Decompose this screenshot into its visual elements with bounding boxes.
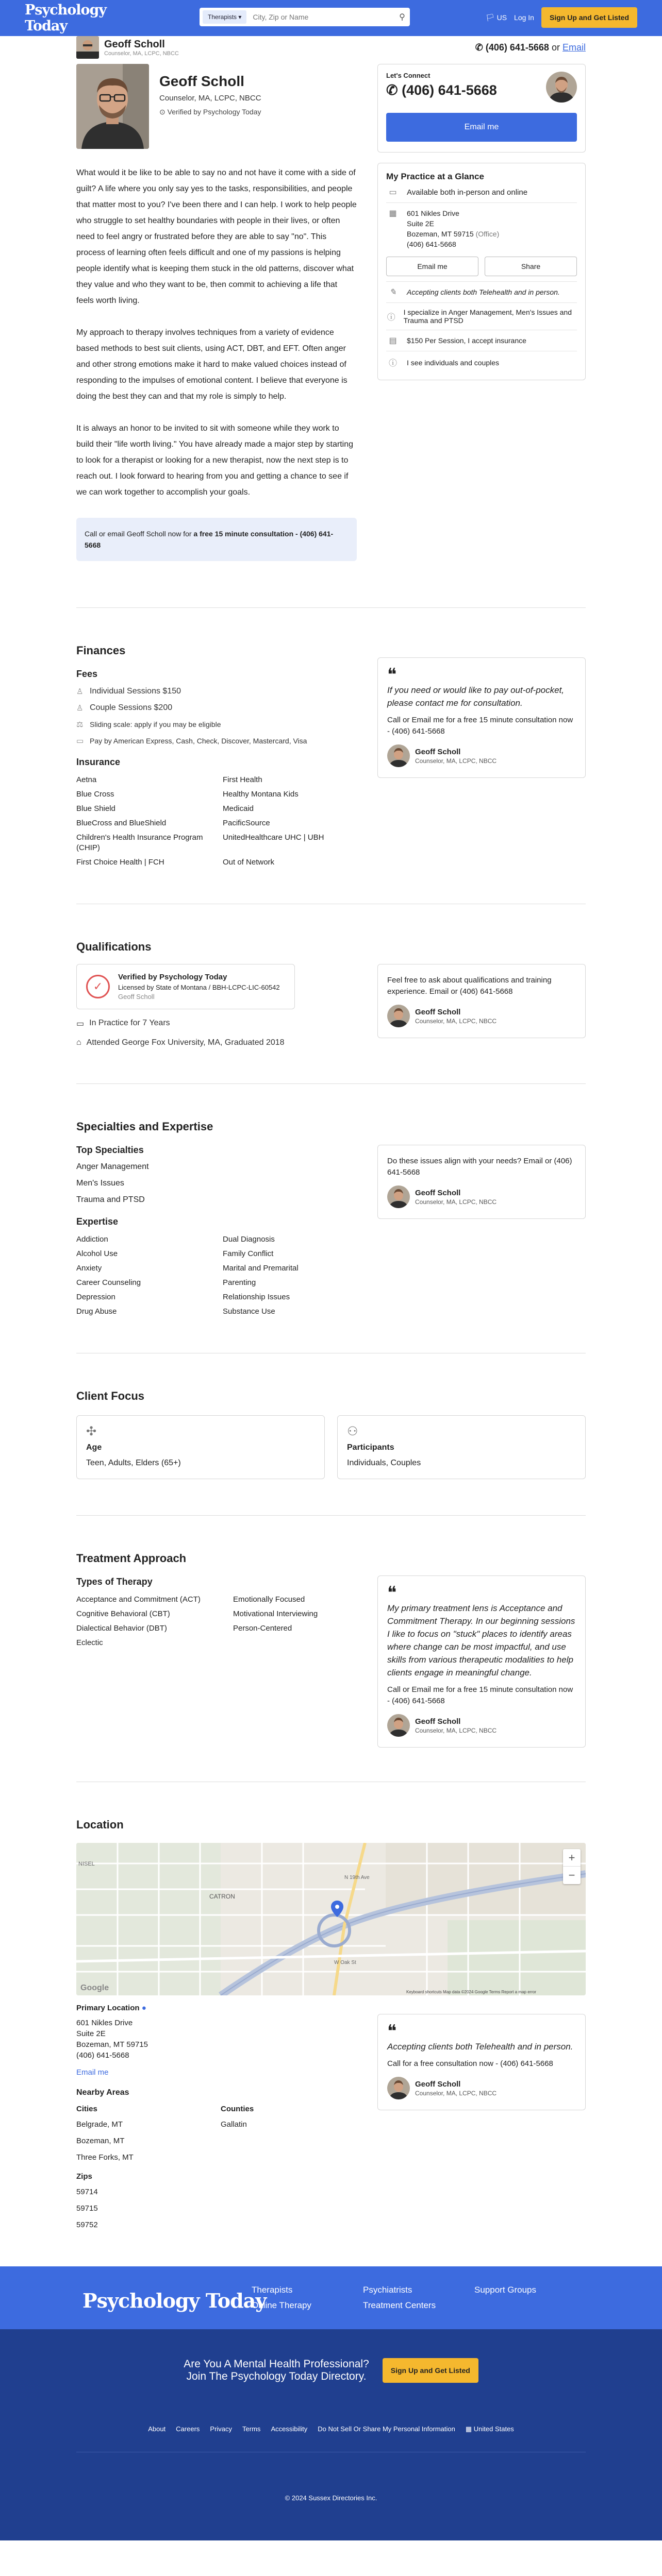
fee-item (76, 703, 357, 713)
counties-column (221, 2097, 254, 2163)
list-item: Blue Shield (76, 804, 115, 813)
footer-link[interactable]: Online Therapy (252, 2300, 311, 2310)
availability-text: Available both in-person and online (407, 188, 528, 197)
signature-name: Geoff Scholl (415, 1007, 461, 1016)
signature-name: Geoff Scholl (415, 1188, 461, 1197)
verification-title: Verified by Psychology Today (118, 973, 227, 981)
signature-credentials: Counselor, MA, LCPC, NBCC (415, 1198, 497, 1206)
profile-name: Geoff Scholl (159, 73, 244, 89)
qualifications-section (76, 904, 586, 1047)
cities-title: Cities (76, 2105, 97, 2113)
professional-line: Are You A Mental Health Professional? (184, 2358, 369, 2370)
location-grid (76, 2004, 586, 2230)
bio-paragraph: It is always an honor to be invited to sit with someone while they work to build their "life worth living." You have already made a major step by starting to look for a therapist or looking for a new therapist, now the next step is to reach out. I look forward to hearing from you and getting a chance to see if we can work together to accomplish your goals. (76, 424, 353, 497)
list-item: Motivational Interviewing (233, 1609, 318, 1618)
profile-credentials: Counselor, MA, LCPC, NBCC (159, 94, 261, 103)
footer-top (0, 2266, 662, 2329)
sticky-profile-header (0, 36, 662, 59)
sticky-phone[interactable]: (406) 641-5668 (485, 42, 549, 53)
profile-sidebar (377, 64, 586, 561)
person-icon: ♙ (76, 687, 84, 696)
expertise-title: Expertise (76, 1216, 119, 1227)
location-section (76, 1782, 586, 2230)
profile-container (76, 64, 586, 2230)
consultation-callout (76, 518, 357, 561)
finances-left (76, 657, 357, 868)
quote-card (377, 1575, 586, 1748)
specialties-left (76, 1133, 357, 1317)
list-item: Emotionally Focused (233, 1595, 305, 1604)
avatar (76, 36, 99, 59)
footer-link[interactable]: Therapists (252, 2285, 293, 2295)
sees-row[interactable] (386, 351, 577, 374)
search-type-label: Therapists (208, 13, 237, 21)
quote-signature (387, 1185, 576, 1208)
zips-title: Zips (76, 2172, 92, 2181)
list-item: Family Conflict (223, 1249, 274, 1258)
quote-call: Call for a free consultation now - (406) 641-5668 (387, 2059, 553, 2068)
scale-icon: ⚖ (76, 720, 84, 729)
footer-link[interactable]: Treatment Centers (363, 2300, 436, 2310)
list-item: Eclectic (76, 1638, 103, 1647)
specialize-row[interactable] (386, 303, 577, 330)
contact-phone-number: (406) 641-5668 (402, 82, 497, 98)
treatment-right (377, 1565, 586, 1748)
signup-button[interactable]: Sign Up and Get Listed (541, 7, 637, 28)
footer-bottom (0, 2329, 662, 2540)
contact-card (377, 64, 586, 152)
qualifications-right (377, 954, 586, 1047)
list-item: Relationship Issues (223, 1293, 290, 1301)
bio-paragraph: My approach to therapy involves techniques from a variety of evidence based methods to best suit clients, using ACT, DBT, and EFT. Often anger and other strong emotions make it hard to make valued choices instead of responding to the impulses of emotional content. I believe that everyone is doing the best they can and that my role is simply to help. (76, 328, 347, 401)
section-title: Finances (76, 644, 126, 657)
quote-card (377, 1145, 586, 1219)
participants-card (337, 1415, 586, 1479)
contact-label: Let's Connect (386, 72, 431, 79)
list-item[interactable]: 59714 (76, 2188, 98, 2196)
info-icon: ⓘ (387, 313, 395, 322)
quote-text: If you need or would like to pay out-of-pocket, please contact me for consultation. (387, 685, 565, 708)
list-item: Anger Management (76, 1162, 149, 1171)
qualification-text: Attended George Fox University, MA, Graduated 2018 (86, 1038, 285, 1047)
quote-call: Call or Email me for a free 15 minute consultation now - (406) 641-5668 (387, 1685, 573, 1705)
login-link[interactable]: Log In (514, 13, 534, 22)
list-item: Person-Centered (233, 1624, 292, 1633)
fees-title: Fees (76, 669, 98, 679)
address-line: Bozeman, MT 59715 (407, 230, 474, 238)
primary-location-label: Primary Location (76, 2004, 140, 2012)
money-icon: ▤ (389, 336, 397, 345)
client-focus-cards (76, 1415, 586, 1479)
qualification-item (76, 1019, 357, 1029)
list-item: Cognitive Behavioral (CBT) (76, 1609, 170, 1618)
profile-photo (76, 64, 149, 149)
list-item: Healthy Montana Kids (223, 790, 299, 799)
footer-signup-button[interactable]: Sign Up and Get Listed (383, 2358, 478, 2383)
list-item[interactable]: 59752 (76, 2221, 98, 2229)
avatar (387, 1714, 410, 1737)
quote-icon: ❝ (387, 2021, 397, 2042)
profile-main (76, 64, 357, 561)
search-type-select[interactable] (203, 10, 246, 24)
country-selector[interactable] (486, 13, 507, 22)
finances-grid (76, 657, 586, 868)
age-icon: ✣ (86, 1425, 97, 1438)
profile-bio (76, 165, 357, 500)
list-item: Substance Use (223, 1307, 275, 1316)
callout-text: Geoff Scholl now for (126, 530, 192, 538)
qualifications-grid (76, 954, 586, 1047)
sticky-or: or (551, 42, 560, 53)
footer-link[interactable]: Accessibility (271, 2425, 308, 2433)
graduation-cap-icon: ⌂ (76, 1038, 81, 1047)
list-item[interactable]: Gallatin (221, 2120, 247, 2129)
license-name: Geoff Scholl (118, 993, 155, 1001)
accepting-text: Accepting clients both Telehealth and in person. (407, 288, 560, 296)
footer-logo[interactable]: Psychology Today (82, 2289, 267, 2312)
specialize-text: I specialize in Anger Management, Men's Issues and Trauma and PTSD (403, 308, 572, 325)
map-zoom-controls (563, 1849, 581, 1884)
qualification-text: In Practice for 7 Years (89, 1019, 170, 1027)
list-item: UnitedHealthcare UHC | UBH (223, 833, 324, 842)
practice-glance-card (377, 163, 586, 380)
section-title: Location (76, 1818, 124, 1831)
sticky-name: Geoff Scholl (104, 38, 165, 50)
building-icon: ▦ (389, 209, 397, 218)
address-phone[interactable]: (406) 641-5668 (76, 2051, 129, 2060)
qualification-item (76, 1038, 357, 1047)
list-item: Dialectical Behavior (DBT) (76, 1624, 167, 1633)
verified-label: Verified by Psychology Today (167, 108, 261, 116)
treatment-grid (76, 1565, 586, 1748)
video-icon: ▭ (389, 188, 397, 197)
card-icon: ▭ (76, 737, 84, 745)
callout-phone: a free 15 minute consultation - (406) 641-5668 (85, 530, 334, 549)
signature-credentials: Counselor, MA, LCPC, NBCC (415, 2089, 497, 2097)
finances-section (76, 608, 586, 868)
address-line: Suite 2E (76, 2029, 106, 2038)
address-lines (407, 208, 499, 249)
practice-title: My Practice at a Glance (386, 172, 484, 181)
footer-link[interactable]: Privacy (210, 2425, 233, 2433)
participants-value: Individuals, Couples (347, 1459, 421, 1467)
map-canvas (76, 1843, 586, 1995)
check-circle-icon: ⊙ (159, 108, 166, 116)
callout-text: Call or (85, 530, 106, 538)
site-logo[interactable]: Psychology Today (25, 2, 107, 34)
signature-credentials: Counselor, MA, LCPC, NBCC (415, 1726, 497, 1734)
fee-item (76, 736, 357, 745)
footer-bottom-links (0, 2425, 662, 2433)
list-item: Trauma and PTSD (76, 1195, 145, 1204)
briefcase-icon: ▭ (76, 1020, 85, 1028)
footer-link[interactable]: Terms (242, 2425, 261, 2433)
phone-icon: ✆ (475, 42, 483, 53)
avatar (387, 2077, 410, 2099)
list-item: First Choice Health | FCH (76, 858, 164, 867)
list-item: Marital and Premarital (223, 1264, 299, 1273)
callout-email-link[interactable]: email (107, 530, 125, 538)
finances-right (377, 657, 586, 868)
list-item: BlueCross and BlueShield (76, 819, 167, 827)
list-item[interactable]: Bozeman, MT (76, 2137, 125, 2145)
address-line: Suite 2E (407, 219, 434, 228)
top-specialties-title: Top Specialties (76, 1145, 144, 1155)
quote-icon: ❝ (387, 1583, 397, 1603)
top-bar (0, 0, 662, 36)
section-title: Qualifications (76, 940, 152, 953)
list-item: Medicaid (223, 804, 254, 813)
search-icon[interactable]: ⚲ (399, 13, 405, 22)
signature-credentials: Counselor, MA, LCPC, NBCC (415, 1017, 497, 1025)
list-item: PacificSource (223, 819, 270, 827)
quote-text: Accepting clients both Telehealth and in person. (387, 2042, 573, 2052)
nearby-areas (76, 2097, 357, 2163)
quote-call: Feel free to ask about qualifications and training experience. Email or (406) 641-5668 (387, 976, 552, 996)
map-google-logo: Google (80, 1984, 109, 1992)
quote-card (377, 2014, 586, 2110)
age-value: Teen, Adults, Elders (65+) (86, 1459, 181, 1467)
insurance-list (76, 775, 357, 868)
map-label-oak: W Oak St (334, 1960, 356, 1965)
signature-credentials: Counselor, MA, LCPC, NBCC (415, 757, 497, 765)
client-focus-section (76, 1353, 586, 1479)
quote-signature (387, 2077, 576, 2099)
list-item: Aetna (76, 775, 97, 784)
map-label-catron: CATRON (209, 1893, 235, 1900)
map-label-19th: N 19th Ave (344, 1875, 370, 1880)
quote-signature (387, 744, 576, 767)
list-item[interactable]: 59715 (76, 2204, 98, 2213)
location-left (76, 2004, 357, 2230)
primary-location-title (76, 2004, 357, 2012)
profile-header (76, 64, 357, 149)
fee-item (76, 687, 357, 696)
list-item: Career Counseling (76, 1278, 141, 1287)
profile-hero (76, 64, 586, 561)
footer-link[interactable]: Support Groups (474, 2285, 537, 2295)
cities-column (76, 2097, 221, 2163)
quote-call: Do these issues align with your needs? Email or (406) 641-5668 (387, 1157, 572, 1177)
practice-actions (386, 257, 577, 276)
pin-icon: ● (141, 2004, 146, 2012)
fee-text: $150 Per Session, I accept insurance (407, 336, 526, 345)
list-item: Dual Diagnosis (223, 1235, 275, 1244)
list-item: Parenting (223, 1278, 256, 1287)
chevron-down-icon: ▾ (238, 13, 242, 21)
footer-country[interactable] (466, 2425, 514, 2433)
chat-icon: ✎ (389, 288, 396, 297)
treatment-section (76, 1516, 586, 1748)
sees-text: I see individuals and couples (407, 358, 500, 367)
qualifications-left (76, 954, 357, 1047)
map-attribution: Keyboard shortcuts Map data ©2024 Google Terms Report a map error (406, 1990, 537, 1994)
location-right (377, 2004, 586, 2230)
avatar (546, 72, 577, 103)
nearby-title: Nearby Areas (76, 2088, 129, 2097)
professional-text (184, 2358, 369, 2383)
list-item: Children's Health Insurance Program (CHIP) (76, 833, 203, 852)
people-icon: ⚇ (347, 1425, 358, 1438)
therapy-types-title: Types of Therapy (76, 1577, 153, 1587)
top-bar-right (486, 7, 637, 28)
search-bar (200, 8, 410, 26)
footer-link[interactable]: About (148, 2425, 166, 2433)
copyright: © 2024 Sussex Directories Inc. (285, 2494, 377, 2502)
fee-text: Couple Sessions $200 (90, 703, 173, 712)
quote-icon: ❝ (387, 665, 397, 685)
address-block (386, 208, 577, 249)
address-note: (Office) (475, 230, 500, 238)
search-input[interactable] (253, 13, 394, 21)
signature-name: Geoff Scholl (415, 747, 461, 756)
signature-name: Geoff Scholl (415, 1717, 461, 1726)
specialties-right (377, 1133, 586, 1317)
insurance-title: Insurance (76, 757, 121, 767)
quote-signature (387, 1005, 576, 1027)
verification-card (76, 964, 295, 1009)
location-email-link[interactable]: Email me (76, 2068, 109, 2077)
therapy-types-list (76, 1595, 357, 1648)
avatar (387, 1185, 410, 1208)
professional-line: Join The Psychology Today Directory. (186, 2370, 367, 2382)
share-button[interactable]: Share (485, 257, 577, 276)
people-icon: ♙ (76, 704, 84, 713)
list-item: Addiction (76, 1235, 108, 1244)
people-icon: ⓘ (388, 359, 397, 368)
bio-paragraph: What would it be like to be able to say no and not have it come with a side of guilt? A life where you only say yes to the tasks, responsibilities, and people that matter most to you? I've been there and I can help. I work to help people who struggle to set healthy boundaries with people in their lives, or often need to feel angry or frustrated before they are able to say "no". This process of learning often feels difficult and one of my passions is helping people identify what is keeping them stuck in the old patterns, discover what they value and who they want to be, then commit to achieving a life that feels worth living. (76, 168, 357, 305)
treatment-left (76, 1565, 357, 1748)
address-line: 601 Nikles Drive (76, 2019, 133, 2027)
address-phone[interactable]: (406) 641-5668 (407, 240, 456, 248)
list-item: Acceptance and Commitment (ACT) (76, 1595, 201, 1604)
list-item: Anxiety (76, 1264, 102, 1273)
section-title: Specialties and Expertise (76, 1120, 213, 1133)
address-line: 601 Nikles Drive (407, 209, 459, 217)
counties-title: Counties (221, 2105, 254, 2113)
fee-text: Individual Sessions $150 (90, 687, 181, 696)
age-card (76, 1415, 325, 1479)
specialties-grid (76, 1133, 586, 1317)
footer-links (252, 2285, 586, 2311)
quote-call: Call or Email me for a free 15 minute consultation now - (406) 641-5668 (387, 716, 573, 736)
zoom-in-button[interactable]: + (563, 1849, 581, 1867)
verified-seal-icon: ✓ (86, 975, 110, 998)
list-item: Drug Abuse (76, 1307, 117, 1316)
footer-link[interactable]: Do Not Sell Or Share My Personal Information (318, 2425, 455, 2433)
zoom-out-button[interactable]: − (568, 1869, 575, 1882)
flag-icon: ▦ (465, 2425, 472, 2433)
professional-banner (0, 2358, 662, 2383)
footer-link[interactable]: Psychiatrists (363, 2285, 412, 2295)
avatar (387, 744, 410, 767)
accepting-row (386, 281, 577, 303)
map-label-nisel: NISEL (78, 1861, 95, 1867)
fee-text: Sliding scale: apply if you may be eligible (90, 720, 221, 728)
signature-name: Geoff Scholl (415, 2079, 461, 2089)
license-text: Licensed by State of Montana / BBH-LCPC-LIC-60542 (118, 984, 280, 991)
avatar (387, 1005, 410, 1027)
expertise-list (76, 1234, 357, 1317)
section-title: Client Focus (76, 1389, 145, 1402)
fee-item (76, 720, 357, 729)
quote-card (377, 964, 586, 1038)
list-item[interactable]: Three Forks, MT (76, 2153, 134, 2162)
list-item: Out of Network (223, 858, 275, 867)
age-title: Age (86, 1443, 102, 1452)
footer-link[interactable]: Careers (176, 2425, 200, 2433)
quote-text: My primary treatment lens is Acceptance and Commitment Therapy. In our beginning sessions I like to focus on "stuck" places to identify areas where change can be most impactful, and use skills from various therapeutic modalities to help clients engage in meaningful change. (387, 1603, 575, 1677)
list-item: Men's Issues (76, 1179, 124, 1188)
section-title: Treatment Approach (76, 1552, 187, 1565)
footer-country-label: United States (473, 2425, 514, 2433)
list-item: First Health (223, 775, 262, 784)
list-item: Alcohol Use (76, 1249, 118, 1258)
sticky-contact (475, 42, 586, 53)
sticky-profile (76, 36, 179, 59)
list-item: Blue Cross (76, 790, 114, 799)
fee-row[interactable] (386, 330, 577, 351)
country-code: US (496, 13, 507, 22)
phone-icon: ✆ (386, 82, 398, 98)
practice-email-button[interactable]: Email me (386, 257, 478, 276)
list-item[interactable]: Belgrade, MT (76, 2120, 123, 2129)
availability-row (386, 182, 577, 203)
verified-badge[interactable] (159, 108, 261, 116)
sticky-credentials: Counselor, MA, LCPC, NBCC (104, 50, 179, 57)
fee-text: Pay by American Express, Cash, Check, Discover, Mastercard, Visa (90, 737, 307, 745)
specialties-section (76, 1084, 586, 1317)
flag-icon: 🏳 (485, 13, 495, 22)
email-me-button[interactable]: Email me (386, 113, 577, 142)
address-line: Bozeman, MT 59715 (76, 2040, 148, 2049)
list-item: Depression (76, 1293, 115, 1301)
sticky-email-link[interactable]: Email (562, 42, 586, 53)
location-address (76, 2018, 357, 2061)
address-row (386, 203, 577, 281)
quote-card (377, 657, 586, 778)
participants-title: Participants (347, 1443, 394, 1452)
quote-signature (387, 1714, 576, 1737)
location-map[interactable] (76, 1843, 586, 1995)
